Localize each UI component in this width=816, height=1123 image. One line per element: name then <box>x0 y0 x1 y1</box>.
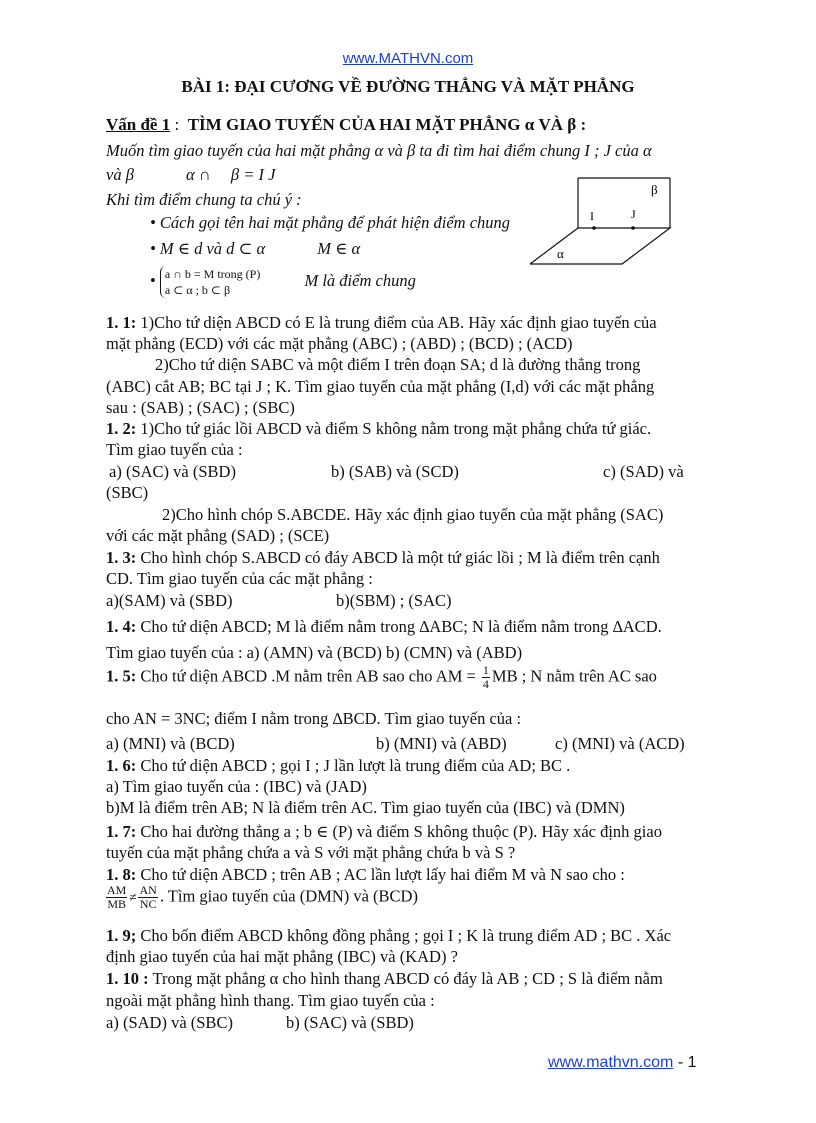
exercise-1-1-line-2: mặt phẳng (ECD) với các mặt phẳng (ABC) ; (ABD) ; (BCD) ; (ACD) <box>106 334 573 353</box>
exercise-1-8-line-1 <box>106 864 625 885</box>
exercise-1-6-line-1 <box>106 755 570 776</box>
exercise-text: Cho hai đường thẳng a ; b ∈ (P) và điểm S không thuộc (P). Hãy xác định giao <box>136 822 662 841</box>
exercise-1-3-a: a)(SAM) và (SBD) <box>106 591 233 610</box>
alpha-label: α <box>557 246 564 261</box>
exercise-text: 1)Cho tứ giác lồi ABCD và điểm S không nằm trong mặt phẳng chứa tứ giác. <box>136 419 652 438</box>
exercise-1-3-line-1 <box>106 547 660 568</box>
lesson-title: BÀI 1: ĐẠI CƯƠNG VỀ ĐƯỜNG THẲNG VÀ MẶT PHẲNG <box>181 77 635 96</box>
topic-label: Vấn đề 1 <box>106 115 171 134</box>
exercise-text: Cho hình chóp S.ABCD có đáy ABCD là một tứ giác lồi ; M là điểm trên cạnh <box>136 548 660 567</box>
exercise-1-4-line-2: Tìm giao tuyến của : a) (AMN) và (BCD) b) (CMN) và (ABD) <box>106 643 523 662</box>
equation-system <box>160 266 260 298</box>
exercise-1-2-line-6: với các mặt phẳng (SAD) ; (SCE) <box>106 526 330 545</box>
footer <box>548 1054 697 1072</box>
exercise-1-1-line-1 <box>106 312 657 333</box>
exercise-1-5-a: a) (MNI) và (BCD) <box>106 734 235 753</box>
exercise-1-2-line-5: 2)Cho hình chóp S.ABCDE. Hãy xác định giao tuyến của mặt phẳng (SAC) <box>162 505 664 524</box>
exercise-1-9-line-2: định giao tuyến của hai mặt phẳng (IBC) và (KAD) ? <box>106 947 458 966</box>
exercise-label: 1. 7: <box>106 822 137 841</box>
exercise-1-2-line-2: Tìm giao tuyến của : <box>106 440 243 459</box>
fraction-numerator: 1 <box>482 663 489 677</box>
intro-bullet-2 <box>150 238 360 259</box>
intro-bullet-1: • Cách gọi tên hai mặt phẳng để phát hiện điểm chung <box>150 213 511 232</box>
exercise-text-cont: MB ; N nằm trên AC sao <box>491 666 657 686</box>
topic-heading <box>106 114 586 135</box>
exercise-text: Cho bốn điểm ABCD không đồng phẳng ; gọi I ; K là trung điểm AD ; BC . Xác <box>136 926 672 945</box>
exercise-1-2-line-1 <box>106 418 651 439</box>
fraction-an-nc <box>138 884 157 911</box>
intro-line-2c: β = I J <box>230 165 276 184</box>
exercise-text: 1)Cho tứ diện ABCD có E là trung điểm của AB. Hãy xác định giao tuyến của <box>136 313 657 332</box>
point-j-label: J <box>631 207 636 221</box>
exercise-label: 1. 5: <box>106 666 137 686</box>
exercise-1-5-b: b) (MNI) và (ABD) <box>376 734 507 753</box>
alpha-plane <box>530 228 670 264</box>
fraction-denominator: MB <box>107 897 127 911</box>
exercise-text: Cho tứ diện ABCD .M nằm trên AB sao cho AM = <box>136 666 480 686</box>
exercise-label: 1. 6: <box>106 756 137 775</box>
exercise-label: 1. 9; <box>106 926 137 945</box>
fraction-numerator: AN <box>139 883 157 897</box>
exercise-1-1-line-3: 2)Cho tứ diện SABC và một điểm I trên đoạn SA; d là đường thẳng trong <box>155 355 641 374</box>
fraction-numerator: AM <box>107 883 127 897</box>
site-header-link[interactable]: www.MATHVN.com <box>342 50 474 67</box>
exercise-1-10-line-1 <box>106 968 663 989</box>
exercise-1-2-line-4: (SBC) <box>106 483 149 502</box>
exercise-text: Cho tứ diện ABCD; M là điểm nằm trong ∆ABC; N là điểm nằm trong ∆ACD. <box>136 617 662 636</box>
point-j <box>631 226 635 230</box>
exercise-1-9-line-1 <box>106 925 671 946</box>
exercise-1-10-line-2: ngoài mặt phẳng hình thang. Tìm giao tuyến của : <box>106 991 435 1010</box>
not-equal-sign: ≠ <box>129 889 137 905</box>
fraction-denominator: 4 <box>482 677 489 691</box>
bullet-dot: • <box>150 270 156 290</box>
exercise-text: Trong mặt phẳng α cho hình thang ABCD có đáy là AB ; CD ; S là điểm nằm <box>148 969 663 988</box>
page-number: - 1 <box>673 1054 697 1071</box>
point-i <box>592 226 596 230</box>
beta-label: β <box>651 182 658 197</box>
fraction-am-mb <box>106 884 127 911</box>
system-line-2: a ⊂ α ; b ⊂ β <box>164 283 231 297</box>
planes-figure <box>530 172 680 272</box>
exercise-1-2-a: a) (SAC) và (SBD) <box>109 462 236 481</box>
exercise-text: Cho tứ diện ABCD ; gọi I ; J lần lượt là trung điểm của AD; BC . <box>136 756 571 775</box>
intro-bullet-2a: • M ∈ d và d ⊂ α <box>150 239 266 258</box>
intro-bullet-3 <box>150 266 416 298</box>
topic-title: TÌM GIAO TUYẾN CỦA HAI MẶT PHẲNG α VÀ β : <box>187 115 587 134</box>
exercise-label: 1. 8: <box>106 865 137 884</box>
fraction-denominator: NC <box>139 897 157 911</box>
intro-bullet-3-text: M là điểm chung <box>304 270 416 290</box>
exercise-label: 1. 2: <box>106 419 137 438</box>
exercise-1-2-b: b) (SAB) và (SCD) <box>331 462 459 481</box>
intro-bullet-2b: M ∈ α <box>317 239 361 258</box>
point-i-label: I <box>590 209 594 223</box>
exercise-1-5-c: c) (MNI) và (ACD) <box>555 734 685 753</box>
exercise-1-5-line-1 <box>106 664 657 691</box>
footer-link[interactable]: www.mathvn.com <box>548 1054 674 1071</box>
intro-line-2a: và β <box>106 165 134 184</box>
exercise-1-5-line-2: cho AN = 3NC; điểm I nằm trong ∆BCD. Tìm giao tuyến của : <box>106 709 522 728</box>
exercise-1-6-line-3: b)M là điểm trên AB; N là điểm trên AC. Tìm giao tuyến của (IBC) và (DMN) <box>106 798 625 817</box>
fraction-one-quarter <box>482 664 490 691</box>
exercise-label: 1. 4: <box>106 617 137 636</box>
intro-line-2 <box>106 164 275 185</box>
exercise-1-7-line-1 <box>106 821 662 842</box>
exercise-1-3-b: b)(SBM) ; (SAC) <box>336 591 452 610</box>
exercise-1-8-line-2 <box>106 884 418 911</box>
exercise-1-2-c: c) (SAD) và <box>603 462 684 481</box>
exercise-1-7-line-2: tuyến của mặt phẳng chứa a và S với mặt phẳng chứa b và S ? <box>106 843 516 862</box>
exercise-1-4-line-1 <box>106 616 662 637</box>
exercise-1-6-line-2: a) Tìm giao tuyến của : (IBC) và (JAD) <box>106 777 367 796</box>
intro-line-3: Khi tìm điểm chung ta chú ý : <box>106 190 302 209</box>
exercise-text: Cho tứ diện ABCD ; trên AB ; AC lần lượt lấy hai điểm M và N sao cho : <box>136 865 625 884</box>
exercise-text-cont: . Tìm giao tuyến của (DMN) và (BCD) <box>159 886 418 906</box>
intro-line-1: Muốn tìm giao tuyến của hai mặt phẳng α và β ta đi tìm hai điểm chung I ; J của α <box>106 141 652 160</box>
exercise-1-3-line-2: CD. Tìm giao tuyến của các mặt phẳng : <box>106 569 373 588</box>
exercise-label: 1. 10 : <box>106 969 149 988</box>
exercise-1-1-line-4: (ABC) cắt AB; BC tại J ; K. Tìm giao tuyến của mặt phẳng (I,d) với các mặt phẳng <box>106 377 655 396</box>
exercise-label: 1. 3: <box>106 548 137 567</box>
exercise-1-1-line-5: sau : (SAB) ; (SAC) ; (SBC) <box>106 398 295 417</box>
exercise-1-10-b: b) (SAC) và (SBD) <box>286 1013 414 1032</box>
intro-line-2b: α ∩ <box>186 165 211 184</box>
topic-colon: : <box>170 115 180 134</box>
system-line-1: a ∩ b = M trong (P) <box>164 267 261 281</box>
exercise-label: 1. 1: <box>106 313 137 332</box>
exercise-1-10-a: a) (SAD) và (SBC) <box>106 1013 233 1032</box>
